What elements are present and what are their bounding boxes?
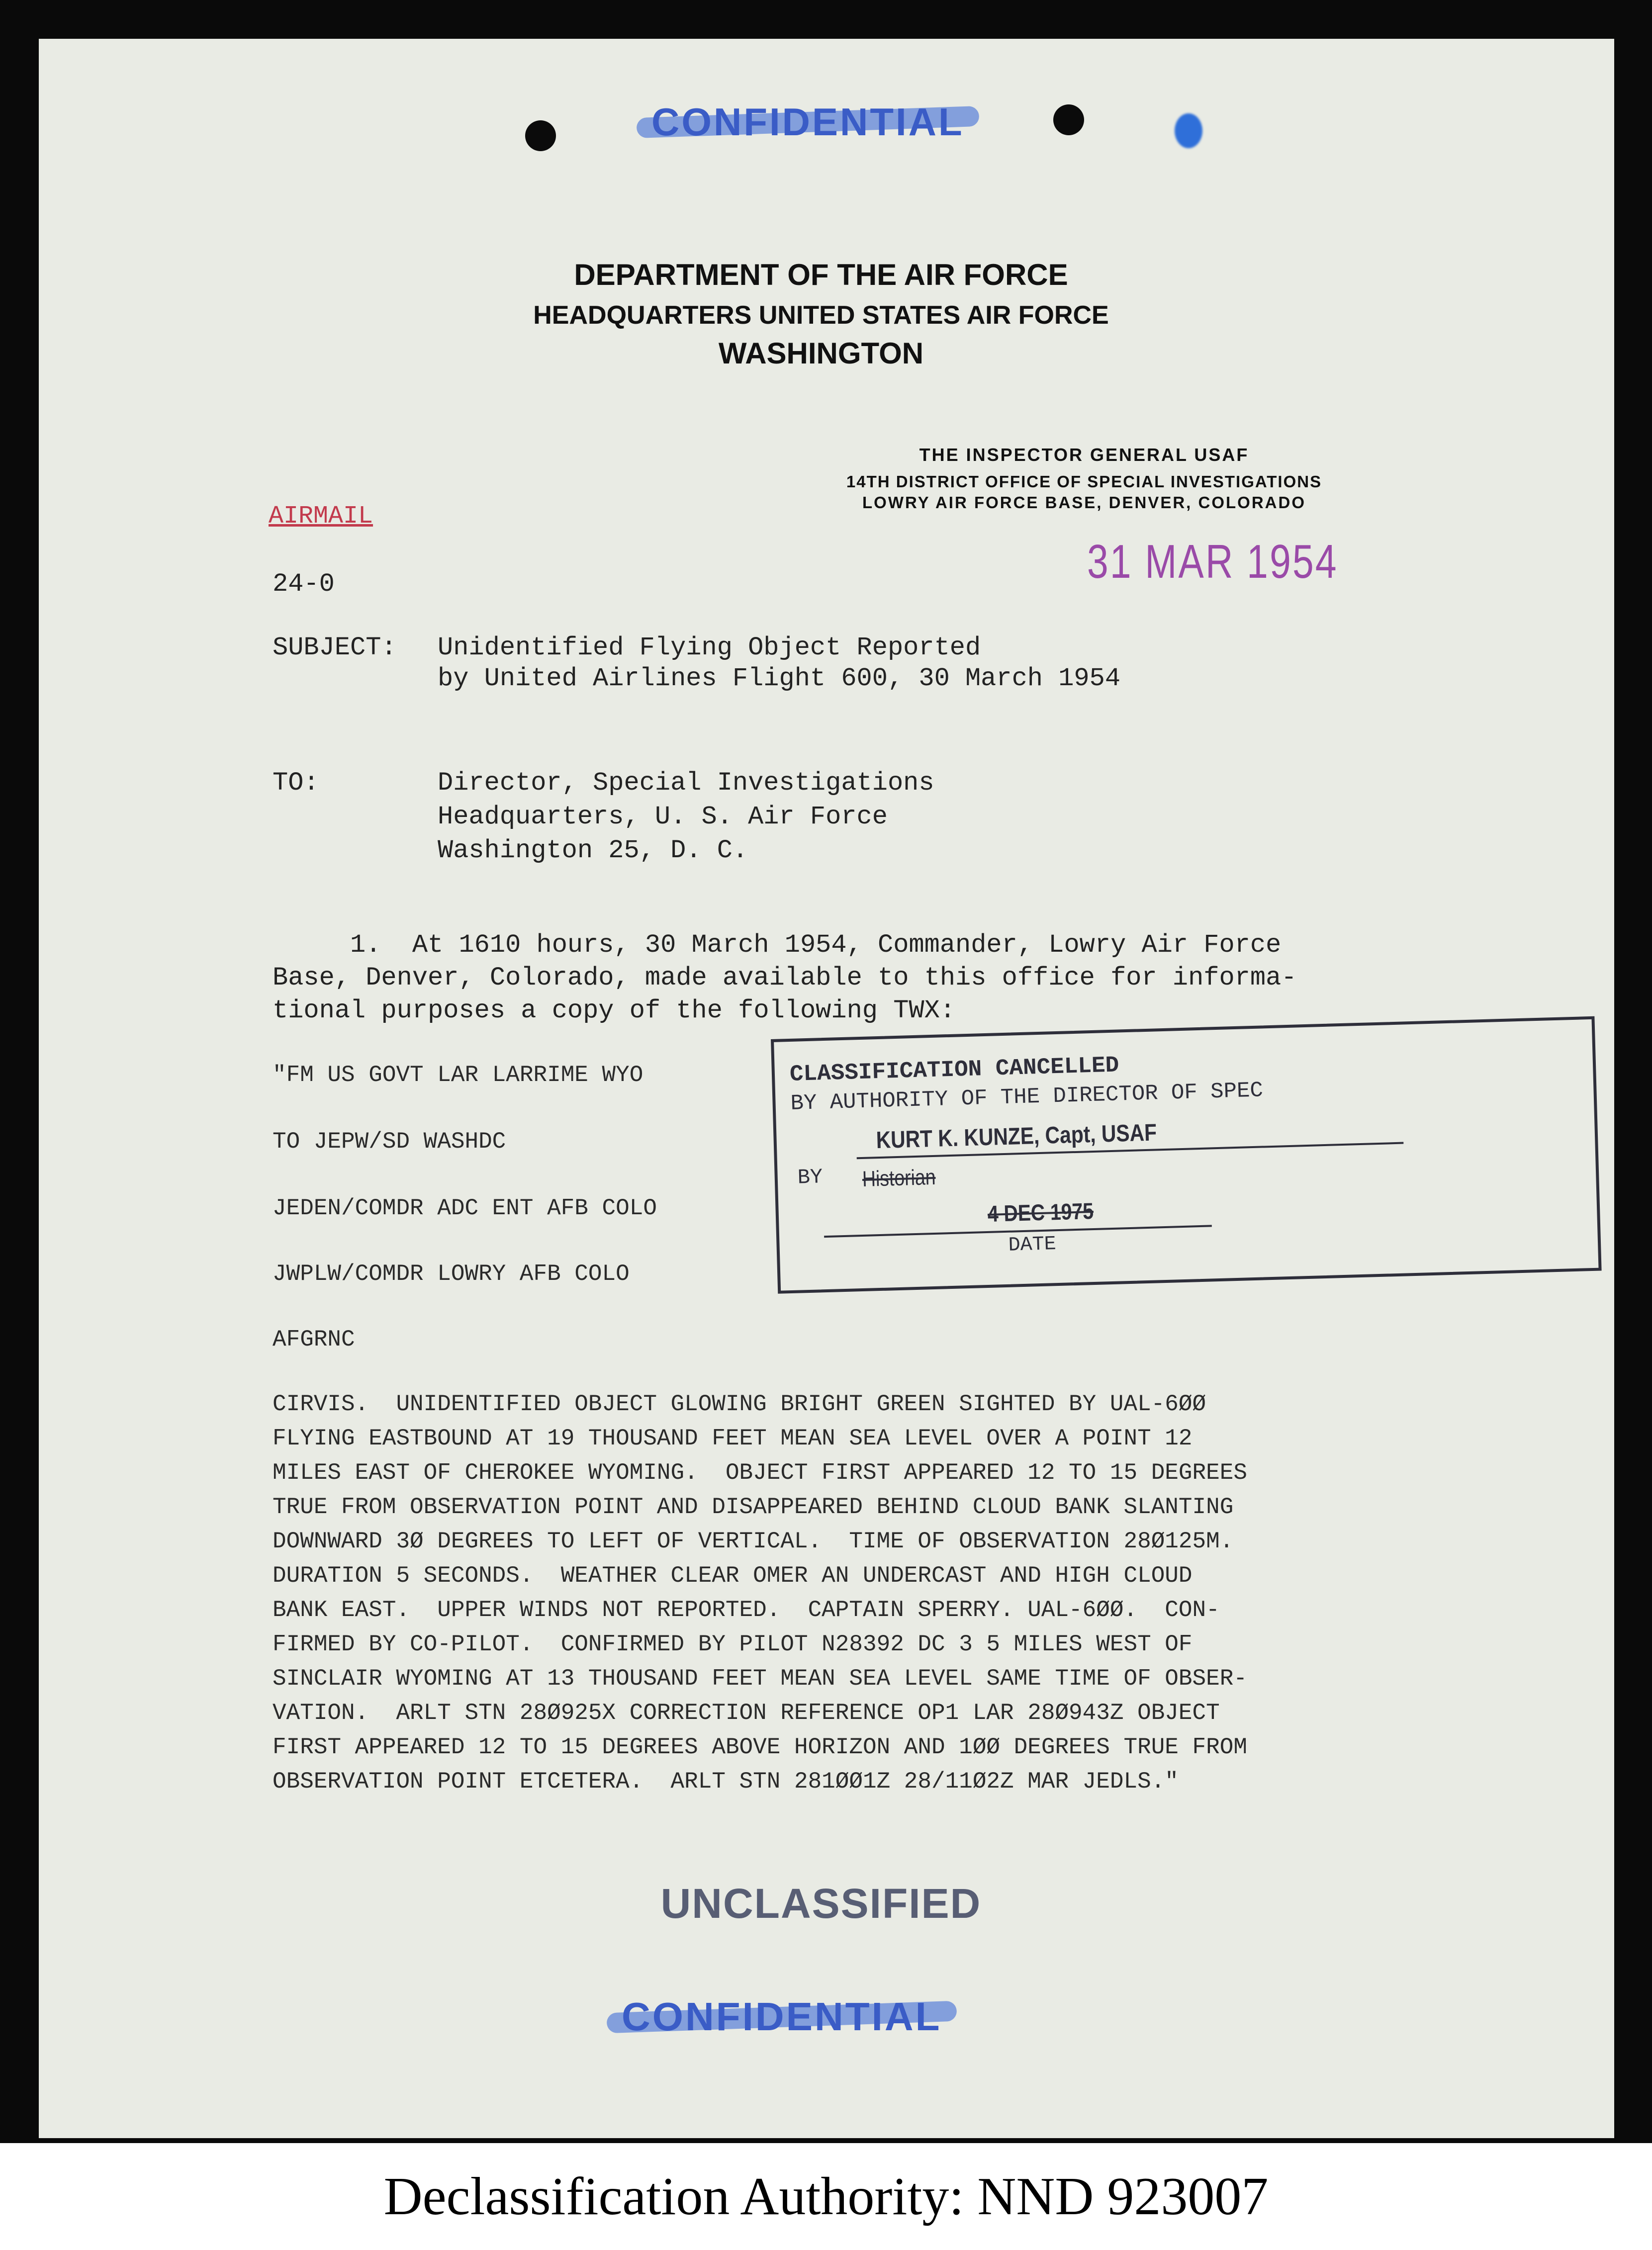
twx-body-line-1: CIRVIS. UNIDENTIFIED OBJECT GLOWING BRIGHT GREEN SIGHTED BY UAL-6ØØ <box>273 1391 1206 1417</box>
declassification-authority-footer: Declassification Authority: NND 923007 <box>383 2167 1269 2226</box>
twx-header-line-2: TO JEPW/SD WASHDC <box>273 1129 506 1155</box>
punch-hole-left <box>525 120 556 151</box>
twx-body-line-2: FLYING EASTBOUND AT 19 THOUSAND FEET MEAN SEA LEVEL OVER A POINT 12 <box>273 1426 1193 1451</box>
subject-label: SUBJECT: <box>273 633 397 662</box>
stamp-name: KURT K. KUNZE, Capt, USAF <box>876 1119 1157 1154</box>
twx-header-line-5: AFGRNC <box>273 1327 355 1352</box>
to-label: TO: <box>273 768 319 798</box>
paragraph-1-line-1: 1. At 1610 hours, 30 March 1954, Commander, Lowry Air Force <box>273 930 1282 960</box>
twx-body-line-6: DURATION 5 SECONDS. WEATHER CLEAR OMER AN UNDERCAST AND HIGH CLOUD <box>273 1563 1193 1589</box>
office-line-3: LOWRY AIR FORCE BASE, DENVER, COLORADO <box>862 493 1306 512</box>
twx-body-line-5: DOWNWARD 3Ø DEGREES TO LEFT OF VERTICAL. TIME OF OBSERVATION 28Ø125M. <box>273 1529 1234 1554</box>
subject-line-2: by United Airlines Flight 600, 30 March 1954 <box>438 664 1121 693</box>
paragraph-1-line-3: tional purposes a copy of the following TWX: <box>273 996 956 1025</box>
office-line-2: 14TH DISTRICT OFFICE OF SPECIAL INVESTIGATIONS <box>846 472 1322 491</box>
twx-body-line-9: SINCLAIR WYOMING AT 13 THOUSAND FEET MEAN SEA LEVEL SAME TIME OF OBSER- <box>273 1666 1247 1692</box>
twx-body-line-3: MILES EAST OF CHEROKEE WYOMING. OBJECT FIRST APPEARED 12 TO 15 DEGREES <box>273 1460 1247 1486</box>
twx-body-line-12: OBSERVATION POINT ETCETERA. ARLT STN 281ØØ1Z 28/11Ø2Z MAR JEDLS." <box>273 1769 1179 1795</box>
twx-body-line-10: VATION. ARLT STN 28Ø925X CORRECTION REFERENCE OP1 LAR 28Ø943Z OBJECT <box>273 1700 1220 1726</box>
to-line-3: Washington 25, D. C. <box>438 836 748 865</box>
paragraph-1-line-2: Base, Denver, Colorado, made available to this office for informa- <box>273 963 1297 992</box>
airmail-label: AIRMAIL <box>269 502 373 531</box>
subject-line-1: Unidentified Flying Object Reported <box>438 633 981 662</box>
twx-body-line-7: BANK EAST. UPPER WINDS NOT REPORTED. CAPTAIN SPERRY. UAL-6ØØ. CON- <box>273 1597 1220 1623</box>
confidential-stamp-bottom: CONFIDENTIAL <box>622 1994 942 2040</box>
classification-cancelled-stamp <box>771 1016 1602 1294</box>
twx-header-line-1: "FM US GOVT LAR LARRIME WYO <box>273 1062 643 1088</box>
unclassified-stamp: UNCLASSIFIED <box>660 1880 982 1927</box>
confidential-stamp-top: CONFIDENTIAL <box>651 99 964 145</box>
twx-body-line-11: FIRST APPEARED 12 TO 15 DEGREES ABOVE HORIZON AND 1ØØ DEGREES TRUE FROM <box>273 1734 1247 1760</box>
letterhead-line-2: HEADQUARTERS UNITED STATES AIR FORCE <box>533 301 1109 330</box>
ink-blot <box>1175 113 1202 148</box>
twx-body-line-4: TRUE FROM OBSERVATION POINT AND DISAPPEARED BEHIND CLOUD BANK SLANTING <box>273 1494 1234 1520</box>
punch-hole-right <box>1053 104 1084 135</box>
received-date-stamp: 31 MAR 1954 <box>1087 535 1338 588</box>
stamp-line-1: CLASSIFICATION CANCELLED <box>789 1052 1119 1087</box>
stamp-line-2: BY AUTHORITY OF THE DIRECTOR OF SPEC <box>790 1078 1264 1116</box>
twx-body-line-8: FIRMED BY CO-PILOT. CONFIRMED BY PILOT N28392 DC 3 5 MILES WEST OF <box>273 1631 1193 1657</box>
stamp-date-label: DATE <box>1008 1233 1057 1257</box>
twx-header-line-4: JWPLW/COMDR LOWRY AFB COLO <box>273 1261 630 1287</box>
to-line-1: Director, Special Investigations <box>438 768 934 798</box>
stamp-title: Historian <box>862 1165 936 1191</box>
office-line-1: THE INSPECTOR GENERAL USAF <box>919 445 1249 465</box>
to-line-2: Headquarters, U. S. Air Force <box>438 802 888 831</box>
file-reference: 24-0 <box>273 569 335 599</box>
letterhead-line-1: DEPARTMENT OF THE AIR FORCE <box>574 258 1068 291</box>
stamp-by-label: BY <box>797 1165 823 1190</box>
stamp-date: 4 DEC 1975 <box>987 1198 1094 1227</box>
letterhead-line-3: WASHINGTON <box>718 337 924 370</box>
twx-header-line-3: JEDEN/COMDR ADC ENT AFB COLO <box>273 1195 657 1221</box>
